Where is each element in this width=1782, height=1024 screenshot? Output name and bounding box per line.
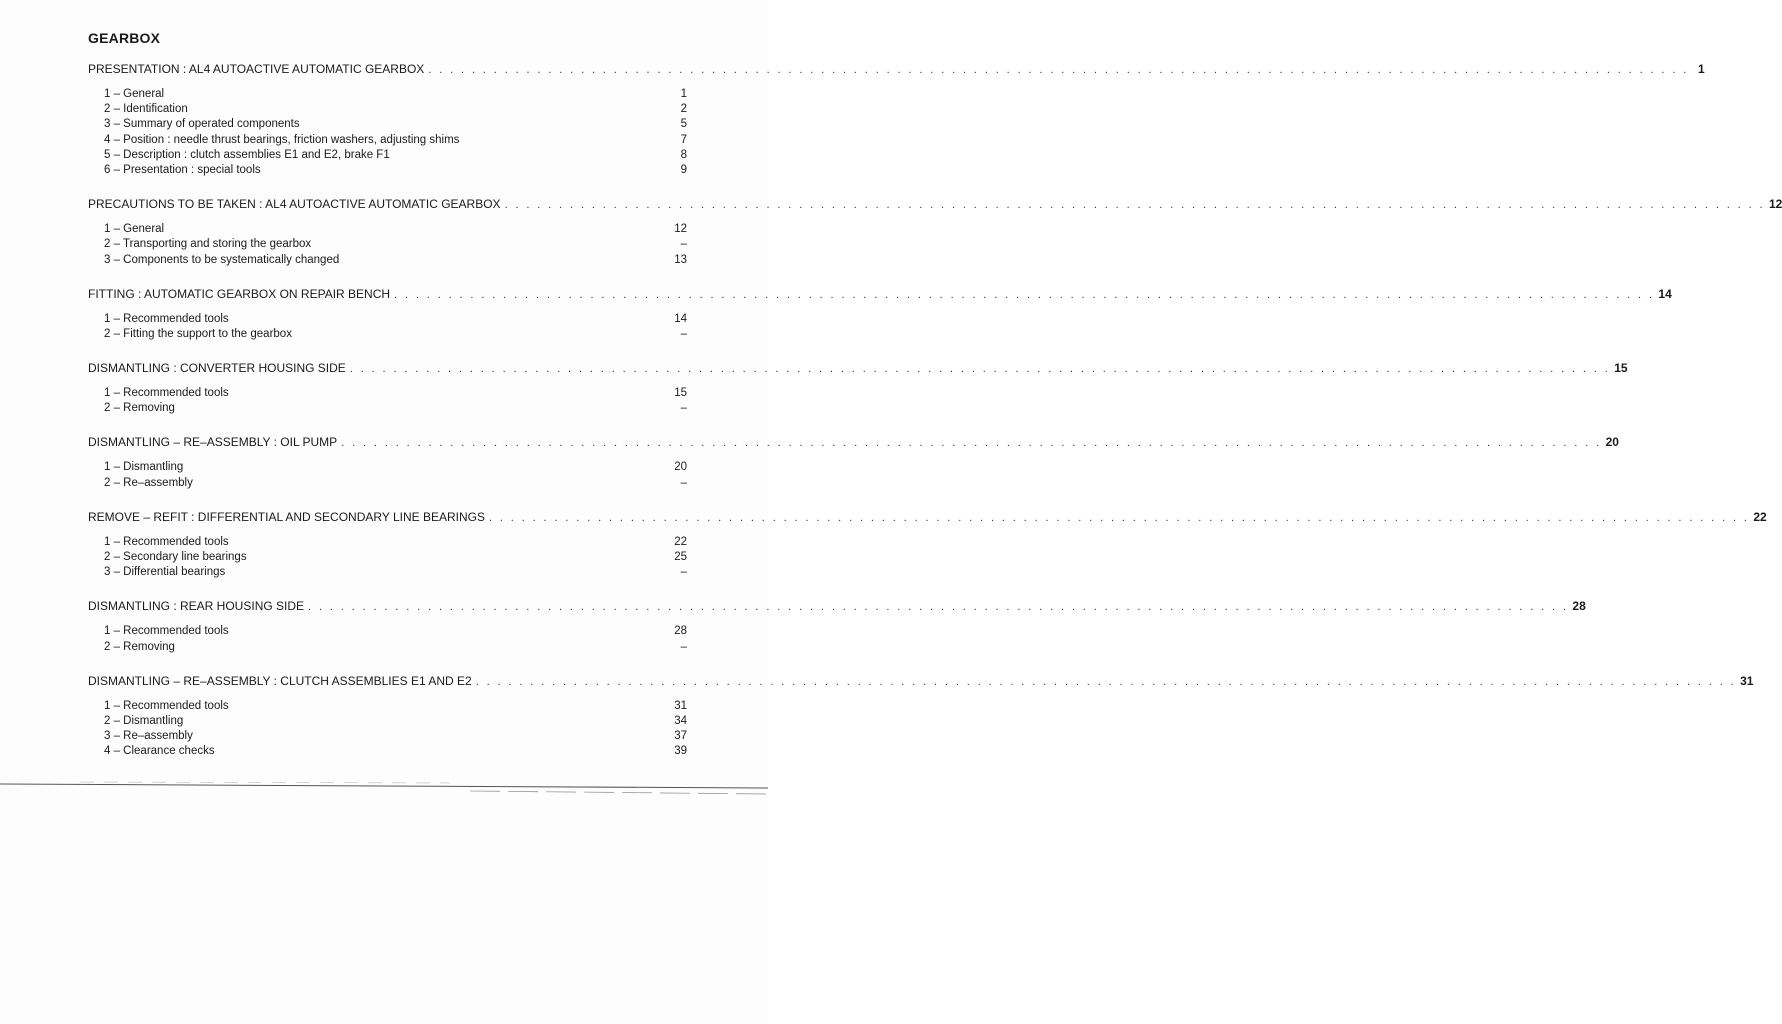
toc-item[interactable]	[104, 386, 687, 401]
dot-leader: . . . . . . . . . . . . . . . . . . . . . . . . . . . . . . . . . . . . . . . . . . . . . . . . . . . . . . . . . . . . . . . . . . . . . . . . . . . . . . . . . . . . . . . . . . . . . . . . . . . . . . . . . . . . . . . . . . . .	[488, 511, 1750, 524]
section-heading-text: DISMANTLING : REAR HOUSING SIDE	[88, 599, 305, 614]
toc-item[interactable]	[104, 699, 687, 714]
toc-item-label: 3 – Differential bearings	[104, 566, 226, 579]
toc-item[interactable]	[104, 460, 687, 475]
dot-leader: . . . . . . . . . . . . . . . . . . . . . . . . . . . . . . . . . . . . . . . . . . . . . . . . . . . . . . . . . . . . . . . . . . . . . . . . . . . . . . . . . . . . . . . . . . . . . . . . . . . . . . . . . . . . . . . . . . . .	[349, 363, 1611, 376]
toc-item[interactable]	[104, 744, 687, 759]
toc-item-page: 8	[680, 148, 687, 161]
table-of-contents	[88, 61, 1782, 760]
toc-section	[88, 673, 1754, 760]
toc-item-page: 1	[680, 88, 687, 100]
section-page-number: 22	[1753, 509, 1767, 524]
toc-item[interactable]	[104, 729, 687, 744]
toc-section-heading[interactable]	[88, 360, 1628, 376]
toc-section-heading[interactable]	[88, 61, 1705, 77]
section-page-number: 20	[1605, 435, 1619, 450]
toc-item-list	[88, 386, 687, 416]
toc-item-label: 1 – Recommended tools	[104, 312, 229, 325]
toc-item-page: 5	[680, 118, 687, 131]
toc-item-label: 2 – Transporting and storing the gearbox	[104, 238, 312, 251]
dot-leader: . . . . . . . . . . . . . . . . . . . . . . . . . . . . . . . . . . . . . . . . . . . . . . . . . . . . . . . . . . . . . . . . . . . . . . . . . . . . . . . . . . . . . . . . . . . . . . . . . . . . . . . . . . . . . . . . . . . .	[504, 199, 1765, 212]
dot-leader: . . . . . . . . . . . . . . . . . . . . . . . . . . . . . . . . . . . . . . . . . . . . . . . . . . . . . . . . . . . . . . . . . . . . . . . . . . . . . . . . . . . . . . . . . . . . . . . . . . . . . . . . . . . . . . . . . . . .	[394, 288, 1655, 301]
toc-item-label: 1 – General	[104, 223, 165, 236]
toc-item-label: 1 – Recommended tools	[104, 625, 229, 638]
toc-item-label: 3 – Components to be systematically changed	[104, 253, 340, 266]
toc-item-page: –	[680, 327, 687, 340]
toc-section	[88, 598, 1586, 654]
toc-section-heading[interactable]	[88, 598, 1586, 614]
toc-item-page: 12	[674, 223, 687, 236]
section-heading-text: PRECAUTIONS TO BE TAKEN : AL4 AUTOACTIVE AUTOMATIC GEARBOX	[88, 197, 501, 212]
toc-item-label: 1 – Recommended tools	[104, 387, 229, 400]
section-page-number: 14	[1658, 286, 1672, 301]
toc-item-page: –	[680, 476, 687, 489]
section-heading-text: DISMANTLING : CONVERTER HOUSING SIDE	[88, 361, 346, 376]
toc-item-list	[88, 87, 687, 178]
toc-item-label: 2 – Secondary line bearings	[104, 551, 247, 563]
toc-item-page: 14	[674, 312, 687, 325]
toc-item-page: 20	[674, 461, 687, 474]
dot-leader: . . . . . . . . . . . . . . . . . . . . . . . . . . . . . . . . . . . . . . . . . . . . . . . . . . . . . . . . . . . . . . . . . . . . . . . . . . . . . . . . . . . . . . . . . . . . . . . . . . . . . . . . . . . . . . . . . . . .	[428, 64, 1689, 76]
toc-section-heading[interactable]	[88, 286, 1672, 302]
toc-item[interactable]	[104, 550, 687, 565]
toc-item[interactable]	[104, 535, 687, 550]
section-page-number: 31	[1740, 673, 1754, 688]
toc-item-page: –	[680, 566, 687, 579]
dot-leader: . . . . . . . . . . . . . . . . . . . . . . . . . . . . . . . . . . . . . . . . . . . . . . . . . . . . . . . . . . . . . . . . . . . . . . . . . . . . . . . . . . . . . . . . . . . . . . . . . . . . . . . . . . . . . . . . . . . .	[308, 601, 1569, 614]
toc-item[interactable]	[104, 237, 687, 252]
toc-item-page: 39	[674, 745, 687, 758]
toc-item[interactable]	[104, 102, 687, 117]
toc-item-label: 3 – Re–assembly	[104, 730, 193, 743]
toc-item[interactable]	[104, 222, 687, 237]
toc-item-label: 1 – Recommended tools	[104, 535, 229, 548]
toc-item-list	[88, 222, 687, 268]
toc-section	[88, 434, 1619, 490]
toc-item[interactable]	[104, 253, 687, 268]
toc-section	[88, 286, 1672, 342]
section-page-number: 1	[1698, 62, 1705, 76]
toc-item-page: –	[680, 238, 687, 251]
toc-section	[88, 196, 1782, 268]
toc-item-page: 34	[674, 714, 687, 727]
toc-section	[88, 509, 1767, 581]
toc-item-page: 37	[674, 730, 687, 743]
toc-item-list	[88, 460, 687, 490]
toc-item-page: 15	[674, 387, 687, 400]
toc-item-page: 22	[674, 535, 687, 548]
toc-section-heading[interactable]	[88, 434, 1619, 450]
toc-item-label: 6 – Presentation : special tools	[104, 163, 261, 176]
toc-item[interactable]	[104, 476, 687, 491]
toc-item-label: 2 – Identification	[104, 103, 188, 116]
toc-item-page: –	[680, 402, 687, 415]
toc-item-label: 4 – Clearance checks	[104, 745, 215, 758]
toc-item-list	[88, 624, 687, 654]
toc-item-page: 2	[680, 103, 687, 116]
toc-item-label: 2 – Fitting the support to the gearbox	[104, 327, 292, 340]
toc-section	[88, 61, 1705, 178]
toc-item-page: 28	[674, 625, 687, 638]
toc-item[interactable]	[104, 148, 687, 163]
section-heading-text: REMOVE – REFIT : DIFFERENTIAL AND SECONDARY LINE BEARINGS	[88, 509, 485, 524]
toc-item-label: 1 – Dismantling	[104, 461, 184, 474]
toc-item[interactable]	[104, 640, 687, 655]
toc-item[interactable]	[104, 565, 687, 580]
toc-item-label: 1 – General	[104, 88, 165, 100]
toc-item-list	[88, 535, 687, 581]
section-heading-text: DISMANTLING – RE–ASSEMBLY : OIL PUMP	[88, 435, 338, 450]
toc-section	[88, 360, 1628, 416]
section-page-number: 15	[1614, 361, 1628, 376]
toc-item[interactable]	[104, 401, 687, 416]
toc-item-label: 2 – Dismantling	[104, 714, 184, 727]
section-page-number: 12	[1768, 197, 1782, 212]
toc-item[interactable]	[104, 133, 687, 148]
toc-item-label: 2 – Removing	[104, 640, 175, 653]
toc-item-label: 1 – Recommended tools	[104, 699, 229, 712]
toc-item-page: 7	[680, 133, 687, 146]
toc-item-label: 5 – Description : clutch assemblies E1 and E2, brake F1	[104, 148, 390, 161]
toc-item-label: 2 – Re–assembly	[104, 476, 193, 489]
section-heading-text: DISMANTLING – RE–ASSEMBLY : CLUTCH ASSEMBLIES E1 AND E2	[88, 673, 472, 688]
toc-item-label: 4 – Position : needle thrust bearings, friction washers, adjusting shims	[104, 133, 460, 146]
toc-item-page: –	[680, 640, 687, 653]
toc-item[interactable]	[104, 714, 687, 729]
toc-item-page: 9	[680, 163, 687, 176]
toc-section-heading[interactable]	[88, 673, 1754, 689]
toc-item-page: 25	[674, 551, 687, 563]
toc-item[interactable]	[104, 87, 687, 102]
toc-item[interactable]	[104, 163, 687, 178]
toc-item-page: 13	[674, 253, 687, 266]
footer-rule	[0, 782, 768, 796]
toc-section-heading[interactable]	[88, 509, 1767, 525]
toc-item[interactable]	[104, 624, 687, 639]
section-page-number: 28	[1572, 599, 1586, 614]
toc-item[interactable]	[104, 117, 687, 132]
toc-item-label: 3 – Summary of operated components	[104, 118, 300, 131]
section-heading-text: FITTING : AUTOMATIC GEARBOX ON REPAIR BENCH	[88, 286, 391, 301]
toc-item[interactable]	[104, 327, 687, 342]
section-heading-text: PRESENTATION : AL4 AUTOACTIVE AUTOMATIC GEARBOX	[88, 62, 425, 76]
toc-item-list	[88, 699, 687, 760]
dot-leader: . . . . . . . . . . . . . . . . . . . . . . . . . . . . . . . . . . . . . . . . . . . . . . . . . . . . . . . . . . . . . . . . . . . . . . . . . . . . . . . . . . . . . . . . . . . . . . . . . . . . . . . . . . . . . . . . . . . .	[475, 675, 1737, 688]
toc-item-page: 31	[674, 699, 687, 712]
toc-item[interactable]	[104, 312, 687, 327]
dot-leader: . . . . . . . . . . . . . . . . . . . . . . . . . . . . . . . . . . . . . . . . . . . . . . . . . . . . . . . . . . . . . . . . . . . . . . . . . . . . . . . . . . . . . . . . . . . . . . . . . . . . . . . . . . . . . . . . . . . .	[341, 437, 1602, 450]
document-title: GEARBOX	[88, 30, 161, 46]
toc-item-label: 2 – Removing	[104, 402, 175, 415]
toc-section-heading[interactable]	[88, 196, 1782, 212]
toc-item-list	[88, 312, 687, 342]
